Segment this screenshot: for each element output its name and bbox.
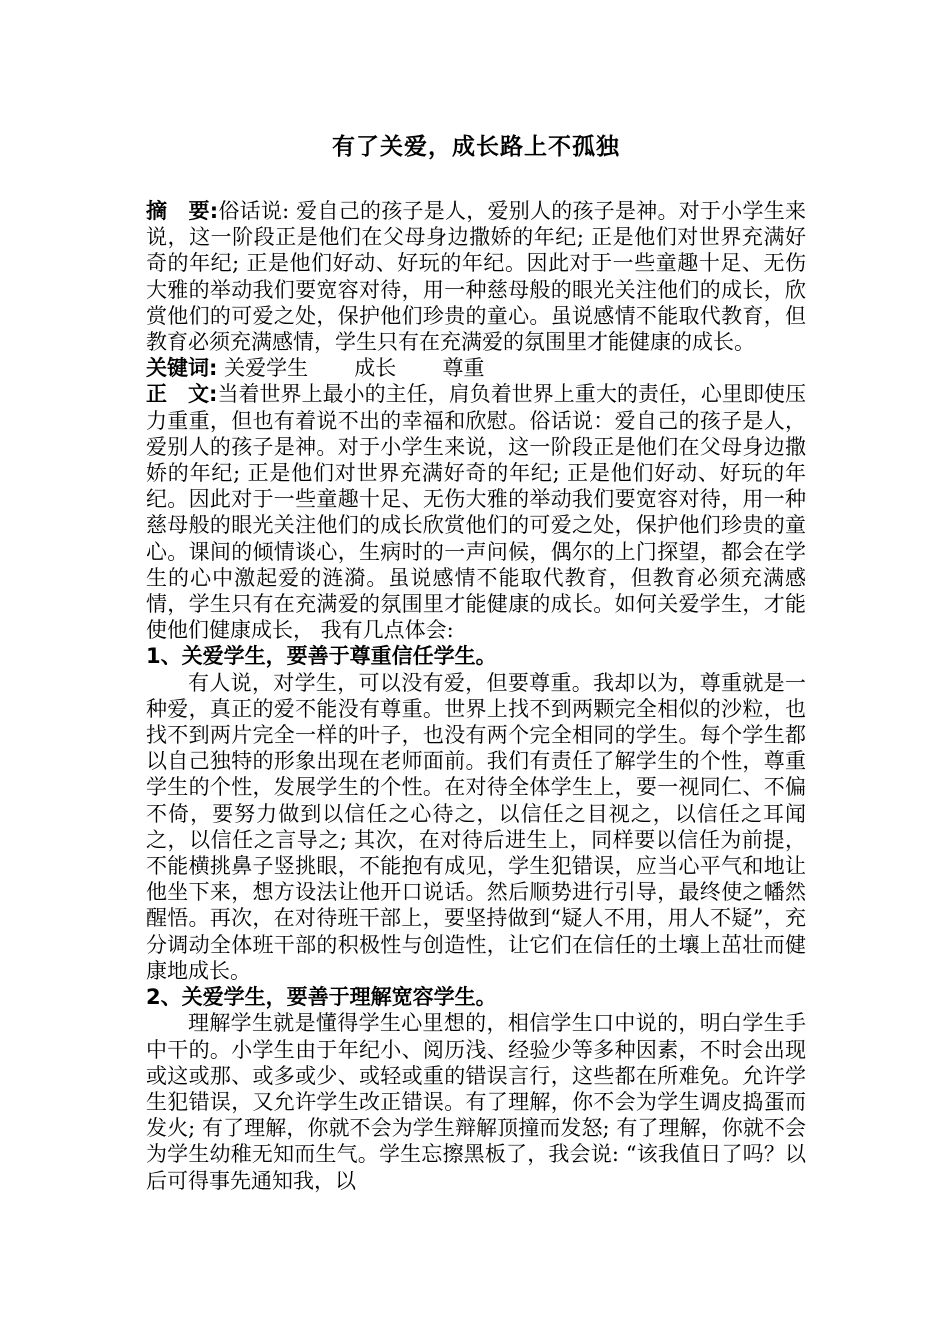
- keywords-label: 关键词:: [146, 356, 218, 381]
- section-heading: 1、关爱学生，要善于尊重信任学生。: [146, 644, 497, 669]
- body-text: 当着世界上最小的主任，肩负着世界上重大的责任，心里即使压力重重，但也有着说不出的幸福和欣慰。俗话说：爱自己的孩子是人，爱别人的孩子是神。对于小学生来说，这一阶段正是他们在父母身边撒娇的年纪; 正是他们对世界充满好奇的年纪; 正是他们好动、好玩的年纪。因此对于一些童趣十足、无伤大雅的举动我们要宽容对待，用一种慈母般的眼光关注他们的成长欣赏他们的可爱之处，保护他们珍贵的童心。课间的倾情谈心，生病时的一声问候，偶尔的上门探望，都会在学生的心中激起爱的涟漪。虽说感情不能取代教育，但教育必须充满感情，学生只有在充满爱的氛围里才能健康的成长。如何关爱学生，才能使他们健康成长， 我有几点体会:: [146, 382, 807, 643]
- body-label: 正 文:: [146, 382, 218, 407]
- document-page: [146, 132, 806, 1194]
- body-paragraph: [146, 381, 806, 643]
- abstract-paragraph: [146, 198, 806, 355]
- abstract-text: 俗话说: 爱自己的孩子是人，爱别人的孩子是神。对于小学生来说，这一阶段正是他们在父母身边撒娇的年纪; 正是他们对世界充满好奇的年纪; 正是他们好动、好玩的年纪。因此对于一些童趣十足、无伤大雅的举动我们要宽容对待，用一种慈母般的眼光关注他们的成长，欣赏他们的可爱之处，保护他们珍贵的童心。虽说感情不能取代教育，但教育必须充满感情，学生只有在充满爱的氛围里才能健康的成长。: [146, 199, 807, 355]
- section-heading: 2、关爱学生，要善于理解宽容学生。: [146, 985, 497, 1010]
- keyword-item: 成长: [354, 356, 397, 381]
- keyword-item: 关爱学生: [224, 356, 309, 381]
- keywords-line: [146, 355, 806, 381]
- document-title: 有了关爱，成长路上不孤独: [332, 134, 620, 160]
- section-paragraph: 有人说，对学生，可以没有爱，但要尊重。我却以为，尊重就是一种爱，真正的爱不能没有尊重。世界上找不到两颗完全相似的沙粒，也找不到两片完全一样的叶子，也没有两个完全相同的学生。每个学生都以自己独特的形象出现在老师面前。我们有责任了解学生的个性，尊重学生的个性，发展学生的个性。在对待全体学生上，要一视同仁、不偏不倚，要努力做到以信任之心待之，以信任之目视之，以信任之耳闻之，以信任之言导之; 其次，在对待后进生上，同样要以信任为前提，不能横挑鼻子竖挑眼，不能抱有成见，学生犯错误，应当心平气和地让他坐下来，想方设法让他开口说话。然后顺势进行引导，最终使之幡然醒悟。再次，在对待班干部上，要坚持做到“疑人不用，用人不疑”，充分调动全体班干部的积极性与创造性，让它们在信任的土壤上茁壮而健康地成长。: [146, 670, 806, 983]
- keyword-item: 尊重: [442, 356, 485, 381]
- section-paragraph: 理解学生就是懂得学生心里想的，相信学生口中说的，明白学生手中干的。小学生由于年纪小、阅历浅、经验少等多种因素，不时会出现或这或那、或多或少、或轻或重的错误言行，这些都在所难免。允许学生犯错误，又允许学生改正错误。有了理解，你不会为学生调皮捣蛋而发火; 有了理解，你就不会为学生辩解顶撞而发怒; 有了理解，你就不会为学生幼稚无知而生气。学生忘擦黑板了，我会说: “该我值日了吗？以后可得事先通知我，以: [146, 1011, 806, 1193]
- abstract-label: 摘 要:: [146, 199, 219, 223]
